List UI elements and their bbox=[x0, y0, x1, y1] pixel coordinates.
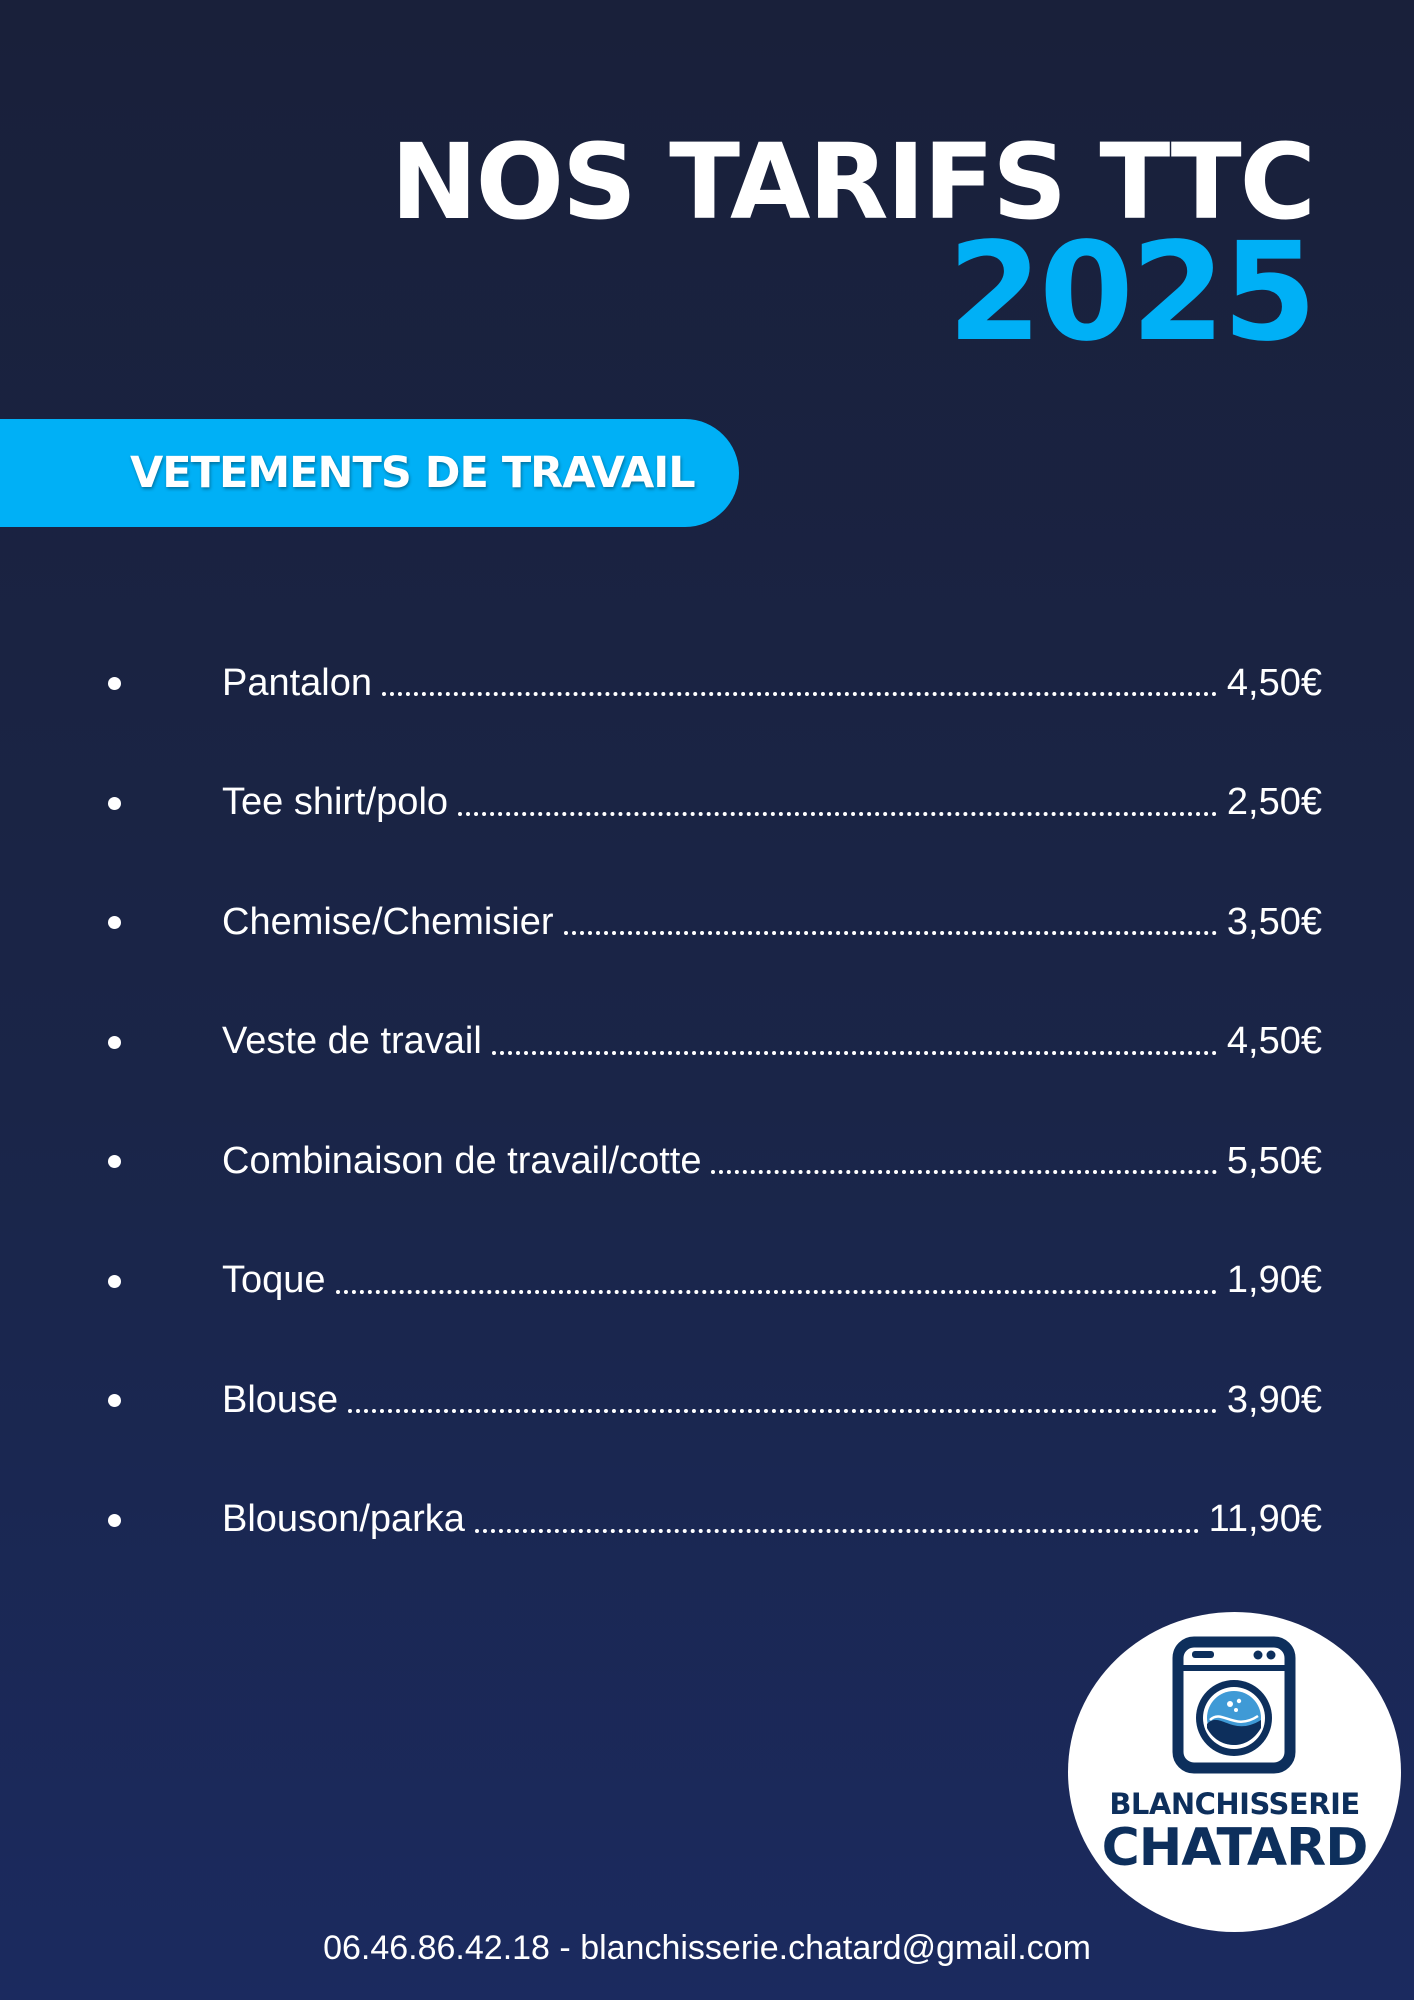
dot-leader bbox=[564, 931, 1217, 935]
logo-text-bottom: CHATARD bbox=[1101, 1818, 1368, 1878]
list-item bbox=[0, 1111, 1414, 1231]
list-item bbox=[0, 753, 1414, 873]
item-name: Chemise/Chemisier bbox=[222, 900, 554, 943]
dot-leader bbox=[492, 1051, 1217, 1055]
dot-leader bbox=[711, 1170, 1216, 1174]
price-list bbox=[0, 633, 1414, 1589]
item-price: 11,90€ bbox=[1208, 1498, 1322, 1540]
page-title: NOS TARIFS TTC bbox=[390, 121, 1314, 243]
dot-leader bbox=[382, 692, 1217, 696]
bullet-icon bbox=[108, 916, 121, 929]
list-item bbox=[0, 633, 1414, 753]
item-price: 2,50€ bbox=[1226, 781, 1322, 823]
price-row bbox=[222, 1111, 1322, 1211]
section-banner bbox=[0, 419, 739, 527]
phone-number: 06.46.86.42.18 bbox=[323, 1929, 550, 1967]
list-item bbox=[0, 1470, 1414, 1590]
dot-leader bbox=[348, 1409, 1217, 1413]
list-item bbox=[0, 1350, 1414, 1470]
washing-machine-icon bbox=[1172, 1636, 1296, 1774]
section-title: VETEMENTS DE TRAVAIL bbox=[130, 448, 695, 498]
item-price: 4,50€ bbox=[1226, 661, 1322, 704]
item-name: Pantalon bbox=[222, 661, 373, 704]
item-price: 5,50€ bbox=[1226, 1139, 1322, 1182]
bullet-icon bbox=[108, 1514, 121, 1527]
item-price: 1,90€ bbox=[1226, 1259, 1322, 1301]
price-row bbox=[222, 753, 1322, 853]
dot-leader bbox=[458, 812, 1217, 816]
contact-line bbox=[0, 1929, 1414, 1968]
dot-leader bbox=[336, 1290, 1217, 1294]
email-address: blanchisserie.chatard@gmail.com bbox=[580, 1929, 1091, 1967]
bullet-icon bbox=[108, 797, 121, 810]
item-price: 3,50€ bbox=[1226, 900, 1322, 943]
price-row bbox=[222, 1231, 1322, 1331]
dot-leader bbox=[475, 1529, 1199, 1533]
price-row bbox=[222, 1470, 1322, 1570]
logo-text-top: BLANCHISSERIE bbox=[1109, 1787, 1360, 1821]
bullet-icon bbox=[108, 1036, 121, 1049]
price-row bbox=[222, 633, 1322, 733]
list-item bbox=[0, 1231, 1414, 1351]
item-name: Veste de travail bbox=[222, 1020, 482, 1062]
year-heading: 2025 bbox=[947, 214, 1314, 372]
bullet-icon bbox=[108, 1394, 121, 1407]
bullet-icon bbox=[108, 1275, 121, 1288]
item-price: 3,90€ bbox=[1226, 1378, 1322, 1421]
item-name: Tee shirt/polo bbox=[222, 781, 449, 823]
price-row bbox=[222, 872, 1322, 972]
contact-separator: - bbox=[549, 1929, 581, 1967]
price-row bbox=[222, 992, 1322, 1092]
item-name: Blouson/parka bbox=[222, 1498, 465, 1540]
list-item bbox=[0, 992, 1414, 1112]
bullet-icon bbox=[108, 677, 121, 690]
item-price: 4,50€ bbox=[1226, 1020, 1322, 1062]
item-name: Blouse bbox=[222, 1378, 339, 1421]
item-name: Toque bbox=[222, 1259, 326, 1301]
list-item bbox=[0, 872, 1414, 992]
price-row bbox=[222, 1350, 1322, 1450]
item-name: Combinaison de travail/cotte bbox=[222, 1139, 702, 1182]
company-logo bbox=[1068, 1612, 1401, 1932]
bullet-icon bbox=[108, 1155, 121, 1168]
